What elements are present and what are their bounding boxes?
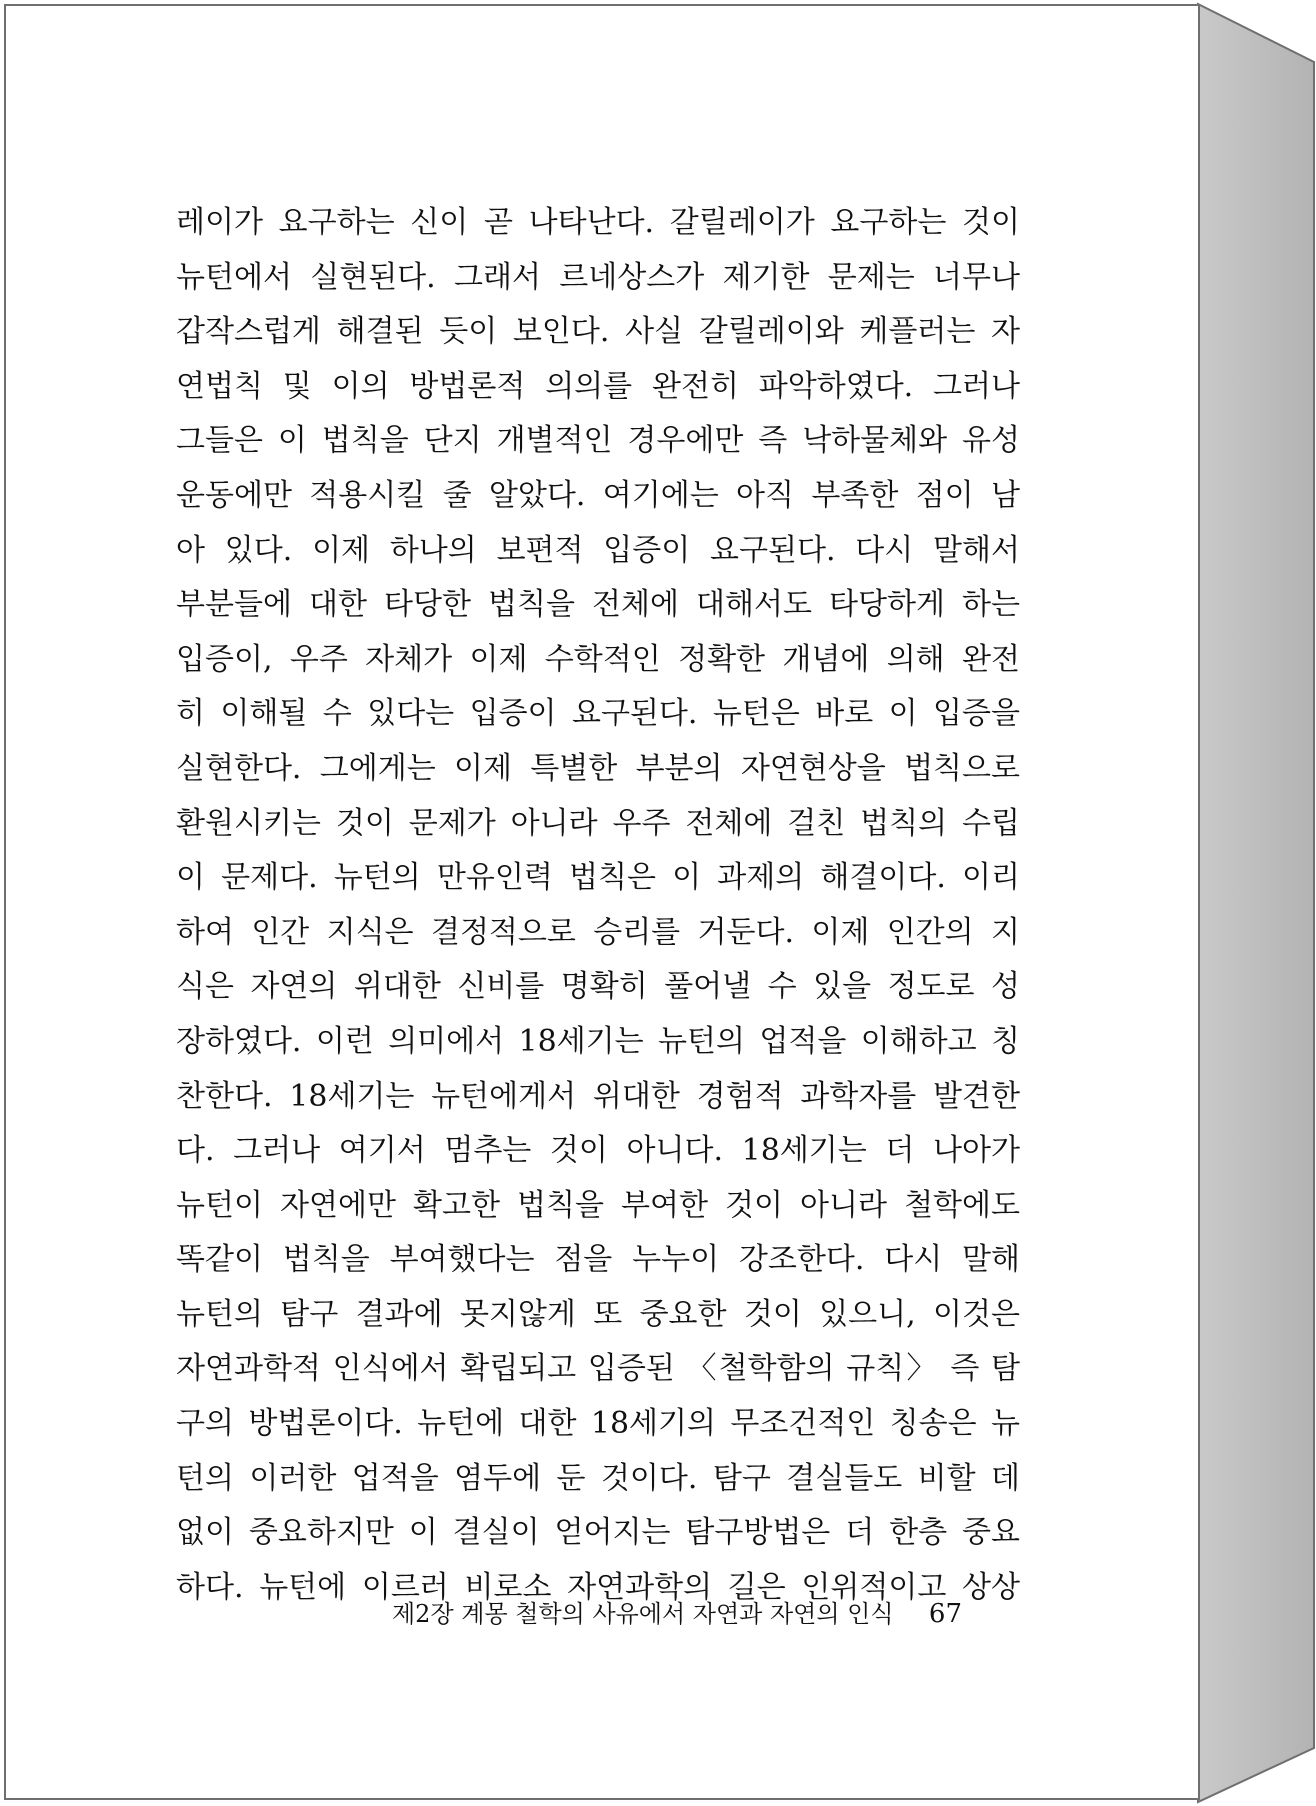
text-line: 구의 방법론이다. 뉴턴에 대한 18세기의 무조건적인 칭송은 뉴 — [176, 1406, 1020, 1442]
text-line: 자연과학적 인식에서 확립되고 입증된 〈철학함의 규칙〉 즉 탐 — [176, 1351, 1020, 1387]
text-line: 아 있다. 이제 하나의 보편적 입증이 요구된다. 다시 말해서 — [176, 532, 1020, 568]
text-line: 찬한다. 18세기는 뉴턴에게서 위대한 경험적 과학자를 발견한 — [176, 1078, 1020, 1114]
text-line: 실현한다. 그에게는 이제 특별한 부분의 자연현상을 법칙으로 — [176, 750, 1020, 786]
body-paragraph — [176, 196, 1020, 1615]
text-line: 다. 그러나 여기서 멈추는 것이 아니다. 18세기는 더 나아가 — [176, 1133, 1020, 1169]
text-line: 그들은 이 법칙을 단지 개별적인 경우에만 즉 낙하물체와 유성 — [176, 423, 1020, 459]
text-line: 뉴턴에서 실현된다. 그래서 르네상스가 제기한 문제는 너무나 — [176, 259, 1020, 295]
text-line: 운동에만 적용시킬 줄 알았다. 여기에는 아직 부족한 점이 남 — [176, 477, 1020, 513]
running-footer — [392, 1589, 962, 1639]
text-line: 이 문제다. 뉴턴의 만유인력 법칙은 이 과제의 해결이다. 이리 — [176, 860, 1020, 896]
text-line: 뉴턴의 탐구 결과에 못지않게 또 중요한 것이 있으니, 이것은 — [176, 1296, 1020, 1332]
text-line: 환원시키는 것이 문제가 아니라 우주 전체에 걸친 법칙의 수립 — [176, 805, 1020, 841]
text-line: 히 이해될 수 있다는 입증이 요구된다. 뉴턴은 바로 이 입증을 — [176, 696, 1020, 732]
text-line: 턴의 이러한 업적을 염두에 둔 것이다. 탐구 결실들도 비할 데 — [176, 1460, 1020, 1496]
page-number: 67 — [928, 1599, 962, 1629]
text-line: 식은 자연의 위대한 신비를 명확히 풀어낼 수 있을 정도로 성 — [176, 969, 1020, 1005]
text-line: 부분들에 대한 타당한 법칙을 전체에 대해서도 타당하게 하는 — [176, 587, 1020, 623]
text-line: 뉴턴이 자연에만 확고한 법칙을 부여한 것이 아니라 철학에도 — [176, 1187, 1020, 1223]
text-line: 입증이, 우주 자체가 이제 수학적인 정확한 개념에 의해 완전 — [176, 641, 1020, 677]
text-line: 똑같이 법칙을 부여했다는 점을 누누이 강조한다. 다시 말해 — [176, 1242, 1020, 1278]
text-line: 레이가 요구하는 신이 곧 나타난다. 갈릴레이가 요구하는 것이 — [176, 205, 1020, 240]
text-line: 갑작스럽게 해결된 듯이 보인다. 사실 갈릴레이와 케플러는 자 — [176, 314, 1020, 350]
text-line: 연법칙 및 이의 방법론적 의의를 완전히 파악하였다. 그러나 — [176, 368, 1020, 404]
text-line: 하여 인간 지식은 결정적으로 승리를 거둔다. 이제 인간의 지 — [176, 914, 1020, 950]
text-line: 하다. 뉴턴에 이르러 비로소 자연과학의 길은 인위적이고 상상 — [176, 1569, 1020, 1605]
text-line: 장하였다. 이런 의미에서 18세기는 뉴턴의 업적을 이해하고 칭 — [176, 1023, 1020, 1059]
chapter-title: 제2장 계몽 철학의 사유에서 자연과 자연의 인식 — [392, 1600, 894, 1628]
text-line: 없이 중요하지만 이 결실이 얻어지는 탐구방법은 더 한층 중요 — [176, 1515, 1020, 1551]
